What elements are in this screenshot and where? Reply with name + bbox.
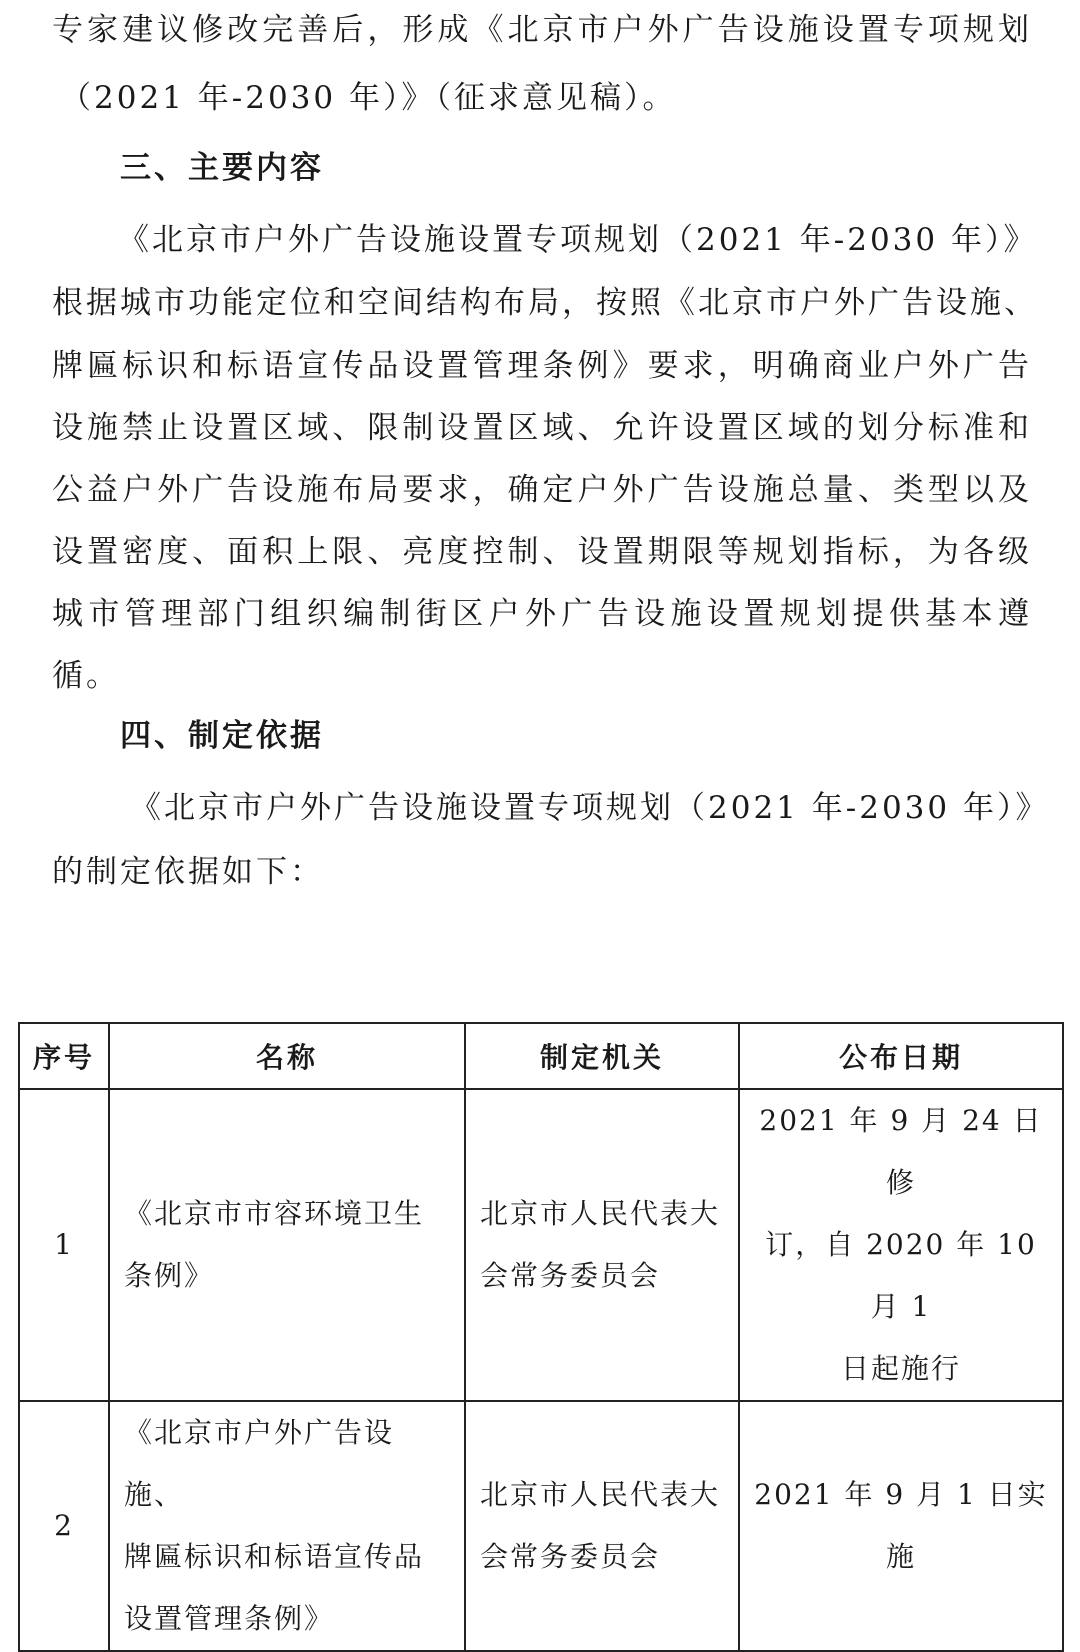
section-3-line: 根据城市功能定位和空间结构布局，按照《北京市户外广告设施、 (52, 285, 1038, 321)
section-3-line: 《北京市户外广告设施设置专项规划（2021 年-2030 年）》 (118, 222, 1038, 258)
header-seq: 序号 (19, 1023, 109, 1089)
row-name-line: 《北京市户外广告设施、 (124, 1416, 395, 1511)
row-authority-line: 会常务委员会 (480, 1259, 661, 1292)
row-name-line: 《北京市市容环境卫生 (124, 1197, 425, 1230)
section-3-heading: 三、主要内容 (120, 150, 324, 186)
section-3-line: 循。 (52, 658, 120, 694)
section-3-line: 牌匾标识和标语宣传品设置管理条例》要求，明确商业户外广告 (52, 348, 1032, 384)
row-date-line: 订，自 2020 年 10 月 1 (765, 1228, 1037, 1323)
row-authority-line: 北京市人民代表大 (480, 1478, 721, 1511)
header-date: 公布日期 (739, 1023, 1063, 1089)
header-name: 名称 (109, 1023, 465, 1089)
intro-line-1: 专家建议修改完善后，形成《北京市户外广告设施设置专项规划 (52, 12, 1032, 48)
row-name (109, 1089, 465, 1401)
row-date-line: 日起施行 (840, 1352, 961, 1385)
row-date-line: 2021 年 9 月 1 日实施 (754, 1478, 1048, 1573)
row-seq: 1 (19, 1089, 109, 1401)
row-name-line: 设置管理条例》 (124, 1602, 335, 1635)
row-name-line: 条例》 (124, 1259, 215, 1292)
table-row (19, 1089, 1063, 1401)
header-authority: 制定机关 (465, 1023, 739, 1089)
row-seq: 2 (19, 1401, 109, 1651)
section-3-line: 设施禁止设置区域、限制设置区域、允许设置区域的划分标准和 (52, 410, 1032, 446)
row-name-line: 牌匾标识和标语宣传品 (124, 1540, 425, 1573)
section-3-line: 公益户外广告设施布局要求，确定户外广告设施总量、类型以及 (52, 472, 1032, 508)
intro-line-2: （2021 年-2030 年）》（征求意见稿）。 (60, 80, 677, 116)
basis-table (18, 1022, 1064, 1652)
row-name (109, 1401, 465, 1651)
row-authority (465, 1401, 739, 1651)
row-authority-line: 北京市人民代表大 (480, 1197, 721, 1230)
section-3-line: 城市管理部门组织编制街区户外广告设施设置规划提供基本遵 (52, 596, 1032, 632)
row-date (739, 1401, 1063, 1651)
row-authority-line: 会常务委员会 (480, 1540, 661, 1573)
section-4-line: 《北京市户外广告设施设置专项规划（2021 年-2030 年）》 (130, 790, 1050, 826)
table-row (19, 1401, 1063, 1651)
section-4-line: 的制定依据如下： (52, 854, 324, 890)
row-date-line: 2021 年 9 月 24 日修 (759, 1104, 1043, 1199)
row-date (739, 1089, 1063, 1401)
table-header-row (19, 1023, 1063, 1089)
row-authority (465, 1089, 739, 1401)
section-3-line: 设置密度、面积上限、亮度控制、设置期限等规划指标，为各级 (52, 534, 1032, 570)
section-4-heading: 四、制定依据 (120, 718, 324, 754)
